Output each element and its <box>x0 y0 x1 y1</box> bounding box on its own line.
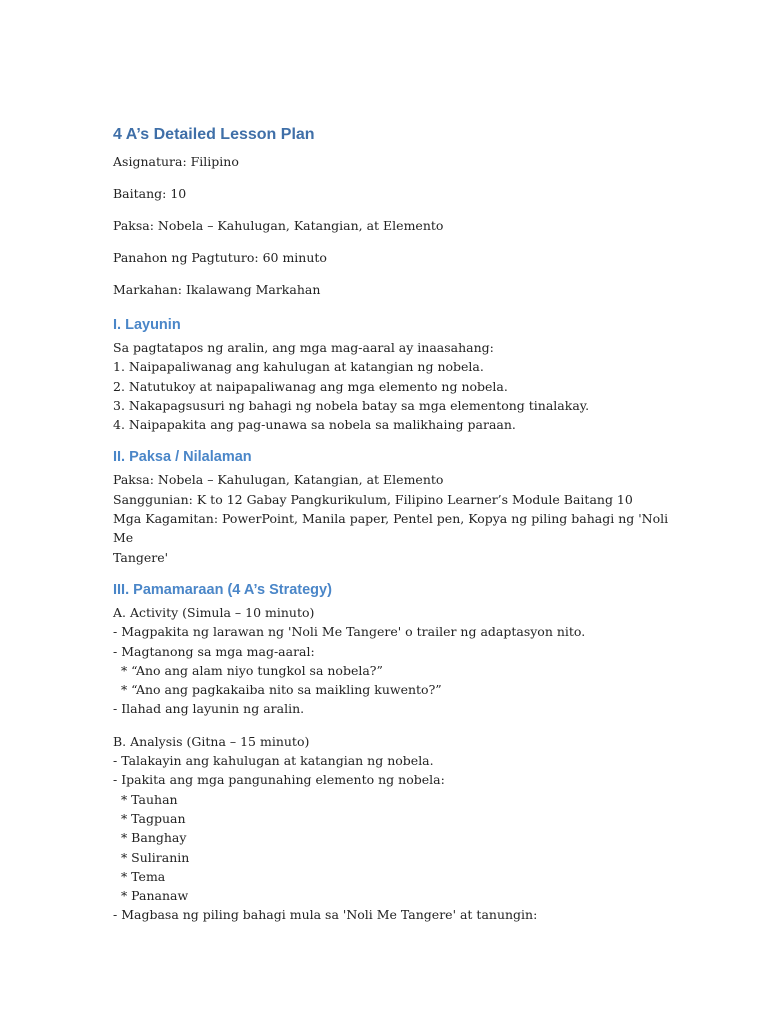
heading-layunin: I. Layunin <box>113 317 181 333</box>
meta-paksa: Paksa: Nobela – Kahulugan, Katangian, at Elemento <box>113 218 444 233</box>
document-title: 4 A’s Detailed Lesson Plan <box>113 126 315 143</box>
activity-line: - Magtanong sa mga mag-aaral: <box>113 643 315 659</box>
layunin-line: 1. Naipapaliwanag ang kahulugan at katangian ng nobela. <box>113 359 484 375</box>
activity-line: - Ilahad ang layunin ng aralin. <box>113 701 305 717</box>
document-page <box>113 124 673 937</box>
analysis-line: - Magbasa ng piling bahagi mula sa 'Noli Me Tangere' at tanungin: <box>113 907 538 923</box>
activity-line: - Magpakita ng larawan ng 'Noli Me Tangere' o trailer ng adaptasyon nito. <box>113 624 586 640</box>
paksa-line: Paksa: Nobela – Kahulugan, Katangian, at Elemento <box>113 472 444 488</box>
layunin-line: Sa pagtatapos ng aralin, ang mga mag-aaral ay inaasahang: <box>113 340 494 355</box>
section-layunin <box>113 314 673 434</box>
paksa-line: Mga Kagamitan: PowerPoint, Manila paper, Pentel pen, Kopya ng piling bahagi ng 'Noli Me <box>113 511 673 546</box>
analysis-line: - Ipakita ang mga pangunahing elemento ng nobela: <box>113 772 445 788</box>
paksa-line: Tangere' <box>113 549 169 565</box>
meta-baitang: Baitang: 10 <box>113 186 187 201</box>
meta-asignatura: Asignatura: Filipino <box>113 154 239 169</box>
activity-line: * “Ano ang alam niyo tungkol sa nobela?” <box>113 662 383 678</box>
analysis-line: * Suliranin <box>113 849 190 865</box>
analysis-line: * Tauhan <box>113 791 178 807</box>
heading-pamamaraan: III. Pamamaraan (4 A’s Strategy) <box>113 581 332 598</box>
heading-paksa: II. Paksa / Nilalaman <box>113 449 252 466</box>
analysis-line: * Banghay <box>113 830 187 846</box>
analysis-line: * Pananaw <box>113 888 189 904</box>
paksa-line: Sanggunian: K to 12 Gabay Pangkurikulum, Filipino Learner’s Module Baitang 10 <box>113 491 633 507</box>
activity-line: A. Activity (Simula – 10 minuto) <box>113 604 315 620</box>
meta-markahan: Markahan: Ikalawang Markahan <box>113 282 321 297</box>
analysis-block <box>113 732 673 925</box>
analysis-line: * Tema <box>113 868 166 884</box>
layunin-line: 3. Nakapagsusuri ng bahagi ng nobela batay sa mga elementong tinalakay. <box>113 397 590 413</box>
analysis-line: * Tagpuan <box>113 810 186 826</box>
activity-block <box>113 603 673 719</box>
section-paksa <box>113 446 673 566</box>
layunin-line: 4. Naipapakita ang pag-unawa sa nobela sa malikhaing paraan. <box>113 417 516 433</box>
meta-panahon: Panahon ng Pagtuturo: 60 minuto <box>113 250 327 265</box>
analysis-line: - Talakayin ang kahulugan at katangian ng nobela. <box>113 753 434 769</box>
section-pamamaraan <box>113 579 673 925</box>
analysis-line: B. Analysis (Gitna – 15 minuto) <box>113 733 310 749</box>
activity-line: * “Ano ang pagkakaiba nito sa maikling kuwento?” <box>113 682 442 698</box>
layunin-line: 2. Natutukoy at naipapaliwanag ang mga elemento ng nobela. <box>113 378 508 394</box>
